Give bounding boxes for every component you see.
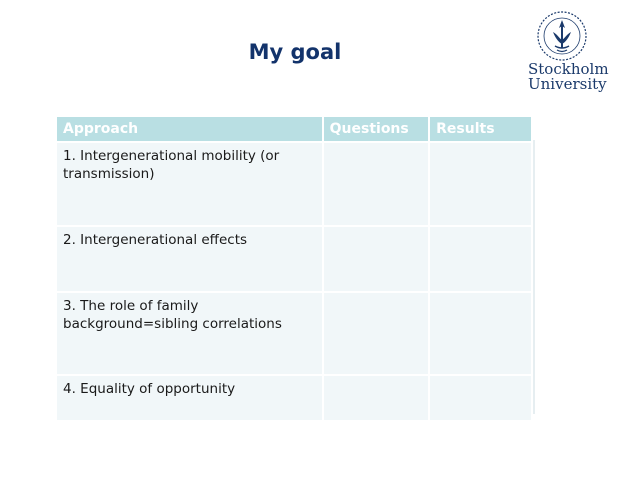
slide-title: My goal (248, 40, 342, 64)
questions-cell (324, 227, 429, 291)
results-cell (430, 143, 531, 225)
header-results: Results (430, 117, 531, 141)
approach-cell: 4. Equality of opportunity (57, 376, 322, 420)
goal-table (55, 115, 533, 422)
questions-cell (324, 376, 429, 420)
table-row (57, 143, 531, 225)
university-seal-icon (536, 10, 588, 62)
results-cell (430, 376, 531, 420)
results-cell (430, 227, 531, 291)
table-row (57, 293, 531, 374)
questions-cell (324, 143, 429, 225)
table-edge-divider (533, 140, 535, 414)
stockholm-university-logo (528, 10, 610, 92)
table-row (57, 227, 531, 291)
header-questions: Questions (324, 117, 429, 141)
logo-word-stockholm: Stockholm (528, 60, 609, 78)
table-row (57, 376, 531, 420)
approach-cell: 1. Intergenerational mobility (or transmission) (57, 143, 322, 225)
results-cell (430, 293, 531, 374)
header-approach: Approach (57, 117, 322, 141)
table-header-row (57, 117, 531, 141)
logo-word-university: University (528, 75, 607, 93)
approach-cell: 3. The role of family background=sibling correlations (57, 293, 322, 374)
approach-cell: 2. Intergenerational effects (57, 227, 322, 291)
questions-cell (324, 293, 429, 374)
